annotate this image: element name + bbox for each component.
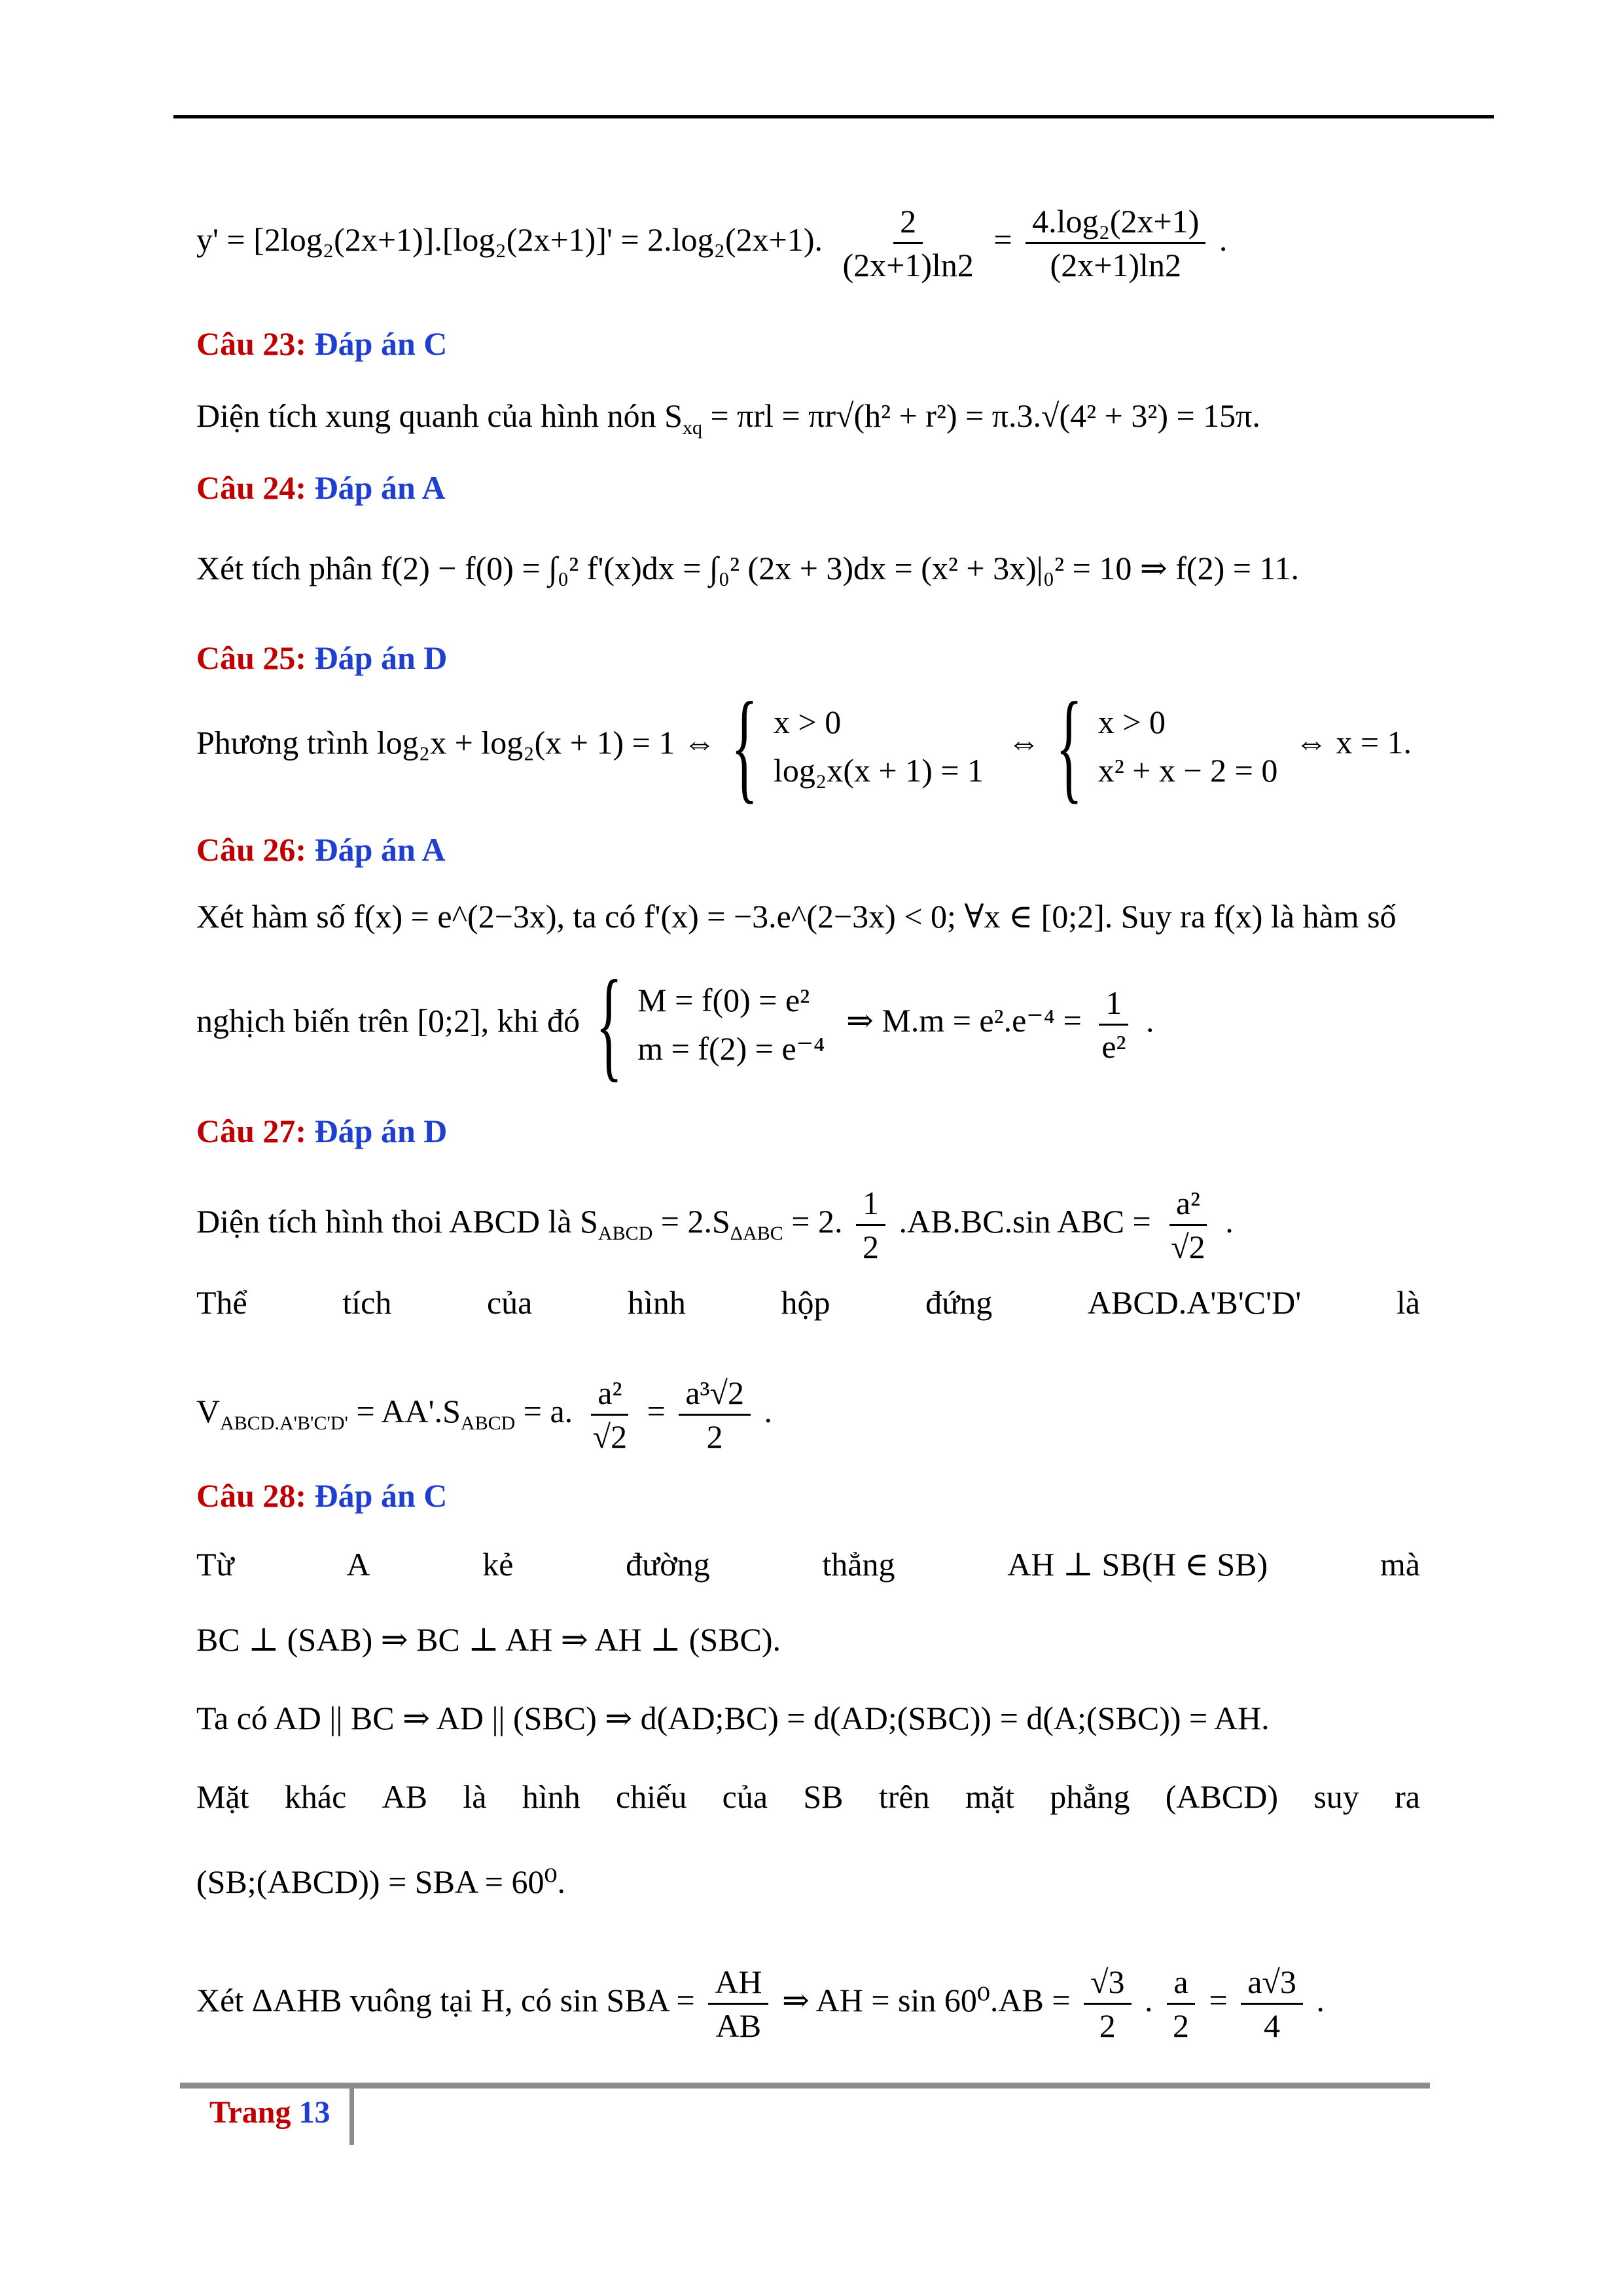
- q27-word: đứng: [925, 1284, 993, 1321]
- q25-answer: Đáp án D: [314, 639, 448, 676]
- q28-word: kẻ: [482, 1546, 514, 1583]
- q25-body: [196, 677, 1412, 815]
- q27-half-den: 2: [862, 1229, 879, 1265]
- q28-word: SB: [803, 1778, 844, 1815]
- q26-end: .: [1146, 1002, 1154, 1039]
- q26-label: Câu 26:: [196, 831, 307, 868]
- prev-frac-1-num: 2: [893, 203, 923, 244]
- q28-word: khác: [284, 1778, 347, 1815]
- q27-vol: V: [196, 1392, 221, 1429]
- q28-end: .: [1316, 1981, 1325, 2018]
- header-rule: [173, 115, 1494, 118]
- q23-answer: Đáp án C: [314, 325, 448, 362]
- q25-sys1-b: log₂x(x + 1) = 1: [774, 752, 984, 789]
- q26-text-1: Xét hàm số f(x) = e^(2−3x), ta có f'(x) = −3.e^(2−3x) < 0; ∀x ∈ [0;2]. Suy ra f(x) là hàm số: [196, 898, 1397, 935]
- q28-dot: .: [1145, 1981, 1153, 2018]
- q23-text: Diện tích xung quanh của hình nón S: [196, 397, 683, 434]
- q28-line-6: [196, 1964, 1325, 2044]
- q27-end: .: [1225, 1202, 1234, 1240]
- q27-word: là: [1396, 1284, 1420, 1321]
- q28-frac-3-num: a: [1167, 1964, 1194, 2005]
- q27-frac-den: √2: [1171, 1229, 1205, 1265]
- q28-frac-1-num: AH: [708, 1964, 768, 2005]
- q24-text: Xét tích phân f(2) − f(0) = ∫₀² f'(x)dx = ∫₀² (2x + 3)dx = (x² + 3x)|₀² = 10 ⇒ f(2) = 11.: [196, 550, 1300, 586]
- q28-line-1: [196, 1545, 1420, 1584]
- q28-text-6a: Xét ΔAHB vuông tại H, có sin SBA =: [196, 1981, 695, 2018]
- q27-vol-frac-2: [679, 1374, 751, 1455]
- footer-divider: [349, 2083, 354, 2145]
- q27-half-num: 1: [856, 1185, 885, 1226]
- q27-mid-1: = 2.S: [652, 1202, 730, 1240]
- q27-vol-sub-2: ABCD: [460, 1412, 516, 1434]
- q28-text-3: Ta có AD || BC ⇒ AD || (SBC) ⇒ d(AD;BC) = d(AD;(SBC)) = d(A;(SBC)) = AH.: [196, 1700, 1270, 1736]
- q26-frac-num: 1: [1099, 984, 1128, 1026]
- q28-word: chiếu: [616, 1778, 687, 1815]
- q28-word: AB: [382, 1778, 428, 1815]
- q28-word: ra: [1395, 1778, 1420, 1815]
- q26-sys-a: M = f(0) = e²: [637, 982, 810, 1018]
- q28-word: trên: [878, 1778, 930, 1815]
- q27-heading: [196, 1111, 447, 1151]
- q28-heading: [196, 1476, 447, 1515]
- q27-word: tích: [342, 1284, 392, 1321]
- q28-frac-4-den: 4: [1264, 2007, 1281, 2044]
- page-footer: [209, 2094, 330, 2130]
- q28-word: đường: [626, 1546, 710, 1583]
- q25-brace-1: {: [731, 677, 758, 815]
- q27-vol-mid: = AA'.S: [348, 1392, 461, 1429]
- q28-word: thẳng: [822, 1546, 895, 1583]
- q27-vol-sub: ABCD.A'B'C'D': [220, 1412, 348, 1434]
- q26-answer: Đáp án A: [314, 831, 446, 868]
- prev-end: .: [1219, 221, 1228, 258]
- q26-frac: [1095, 984, 1132, 1065]
- q28-eq: =: [1209, 1981, 1228, 2018]
- q26-line-2: [196, 956, 1154, 1093]
- q27-word: Thể: [196, 1284, 247, 1321]
- q27-vol-frac-1-num: a²: [591, 1374, 628, 1416]
- q25-system-2: [1098, 698, 1278, 795]
- q27-body-2: [196, 1283, 1420, 1322]
- q24-heading: [196, 468, 446, 507]
- q28-text-2: BC ⊥ (SAB) ⇒ BC ⊥ AH ⇒ AH ⊥ (SBC).: [196, 1621, 781, 1658]
- prev-eq: =: [993, 221, 1012, 258]
- q27-vol-frac-2-num: a³√2: [679, 1374, 751, 1416]
- q26-sys-b: m = f(2) = e⁻⁴: [637, 1030, 825, 1067]
- q27-half: [856, 1185, 885, 1265]
- q28-label: Câu 28:: [196, 1477, 307, 1514]
- q27-word: của: [486, 1284, 533, 1321]
- q25-sys1-a: x > 0: [774, 704, 842, 740]
- q28-word: A: [346, 1546, 370, 1583]
- q26-brace: {: [595, 956, 622, 1093]
- q28-frac-1-den: AB: [715, 2007, 762, 2044]
- q28-word: Mặt: [196, 1778, 249, 1815]
- q28-frac-4-num: a√3: [1241, 1964, 1303, 2005]
- q27-vol-mid-2: = a.: [515, 1392, 573, 1429]
- q27-vol-frac-2-den: 2: [706, 1418, 723, 1455]
- q25-system-1: [774, 698, 984, 795]
- q25-text: Phương trình log₂x + log₂(x + 1) = 1 ⇔: [196, 724, 716, 761]
- q23-label: Câu 23:: [196, 325, 307, 362]
- q28-text-5: (SB;(ABCD)) = SBA = 60⁰.: [196, 1863, 566, 1900]
- q28-line-4: [196, 1777, 1420, 1816]
- q28-line-2: [196, 1620, 781, 1659]
- q27-sub-1: ABCD: [597, 1222, 653, 1244]
- footer-rule: [180, 2083, 1430, 2089]
- q28-frac-1: [708, 1964, 768, 2044]
- q28-line-3: [196, 1698, 1270, 1738]
- q26-heading: [196, 830, 446, 869]
- q27-mid-2: = 2.: [783, 1202, 843, 1240]
- q25-sys2-b: x² + x − 2 = 0: [1097, 752, 1278, 789]
- q25-heading: [196, 638, 447, 677]
- q28-word: (ABCD): [1165, 1778, 1278, 1815]
- q26-system: [637, 976, 825, 1073]
- q24-body: [196, 548, 1299, 588]
- q27-text-1: Diện tích hình thoi ABCD là S: [196, 1202, 598, 1240]
- q23-body: [196, 396, 1260, 448]
- prev-frac-1-den: (2x+1)ln2: [842, 247, 974, 283]
- q27-vol-frac-1-den: √2: [592, 1418, 628, 1455]
- q27-label: Câu 27:: [196, 1113, 307, 1149]
- q25-label: Câu 25:: [196, 639, 307, 676]
- q28-word: mặt: [965, 1778, 1014, 1815]
- q28-line-5: [196, 1862, 565, 1901]
- q27-vol-end: .: [764, 1392, 772, 1429]
- q27-sub-2: ΔABC: [730, 1222, 783, 1244]
- prev-formula-line: [196, 203, 1227, 283]
- q27-word: hộp: [781, 1284, 830, 1321]
- q28-word: suy: [1313, 1778, 1359, 1815]
- q28-word: Từ: [196, 1546, 234, 1583]
- q25-mid: ⇔: [1007, 724, 1041, 761]
- prev-formula: y' = [2log₂(2x+1)].[log₂(2x+1)]' = 2.log₂(2x+1).: [196, 221, 823, 258]
- q26-frac-den: e²: [1101, 1028, 1126, 1065]
- q24-label: Câu 24:: [196, 469, 307, 506]
- page-number: 13: [298, 2095, 330, 2130]
- q28-frac-2-num: √3: [1084, 1964, 1131, 2005]
- q28-frac-3: [1166, 1964, 1196, 2044]
- q28-answer: Đáp án C: [314, 1477, 448, 1514]
- q23-heading: [196, 324, 447, 363]
- q27-answer: Đáp án D: [314, 1113, 448, 1149]
- q28-word: phẳng: [1050, 1778, 1130, 1815]
- q28-word: AH ⊥ SB(H ∈ SB): [1007, 1546, 1268, 1583]
- q28-word: mà: [1380, 1546, 1420, 1583]
- q28-word: của: [722, 1778, 768, 1815]
- q26-result: ⇒ M.m = e².e⁻⁴ =: [846, 1002, 1082, 1039]
- q28-text-6b: ⇒ AH = sin 60⁰.AB =: [781, 1981, 1071, 2018]
- q25-sys2-a: x > 0: [1097, 704, 1166, 740]
- q27-vol-frac-1: [586, 1374, 633, 1455]
- q27-body-3: [196, 1374, 772, 1455]
- q27-word: hình: [627, 1284, 686, 1321]
- q26-line-1: [196, 897, 1397, 936]
- q24-answer: Đáp án A: [314, 469, 446, 506]
- q23-formula: = πrl = πr√(h² + r²) = π.3.√(4² + 3²) = 15π.: [702, 397, 1260, 434]
- prev-frac-1: [836, 203, 980, 283]
- q28-frac-2-den: 2: [1099, 2007, 1116, 2044]
- q27-word: ABCD.A'B'C'D': [1087, 1284, 1302, 1321]
- q27-body-1: [196, 1185, 1234, 1265]
- footer-label: Trang: [209, 2095, 291, 2130]
- q25-end: ⇔ x = 1.: [1294, 724, 1412, 761]
- q28-frac-2: [1084, 1964, 1131, 2044]
- q23-sub: xq: [682, 417, 702, 439]
- q27-mid-3: .AB.BC.sin ABC =: [899, 1202, 1151, 1240]
- q28-word: là: [463, 1778, 487, 1815]
- q27-frac-num: a²: [1169, 1185, 1207, 1226]
- q28-word: hình: [522, 1778, 580, 1815]
- prev-frac-2-num: 4.log₂(2x+1): [1026, 203, 1205, 244]
- q26-text-2: nghịch biến trên [0;2], khi đó: [196, 1002, 580, 1039]
- q28-frac-3-den: 2: [1173, 2007, 1190, 2044]
- q27-vol-eq: =: [647, 1392, 666, 1429]
- q28-frac-4: [1241, 1964, 1303, 2044]
- prev-frac-2-den: (2x+1)ln2: [1050, 247, 1181, 283]
- q27-frac: [1164, 1185, 1211, 1265]
- q25-brace-2: {: [1056, 677, 1083, 815]
- prev-frac-2: [1026, 203, 1205, 283]
